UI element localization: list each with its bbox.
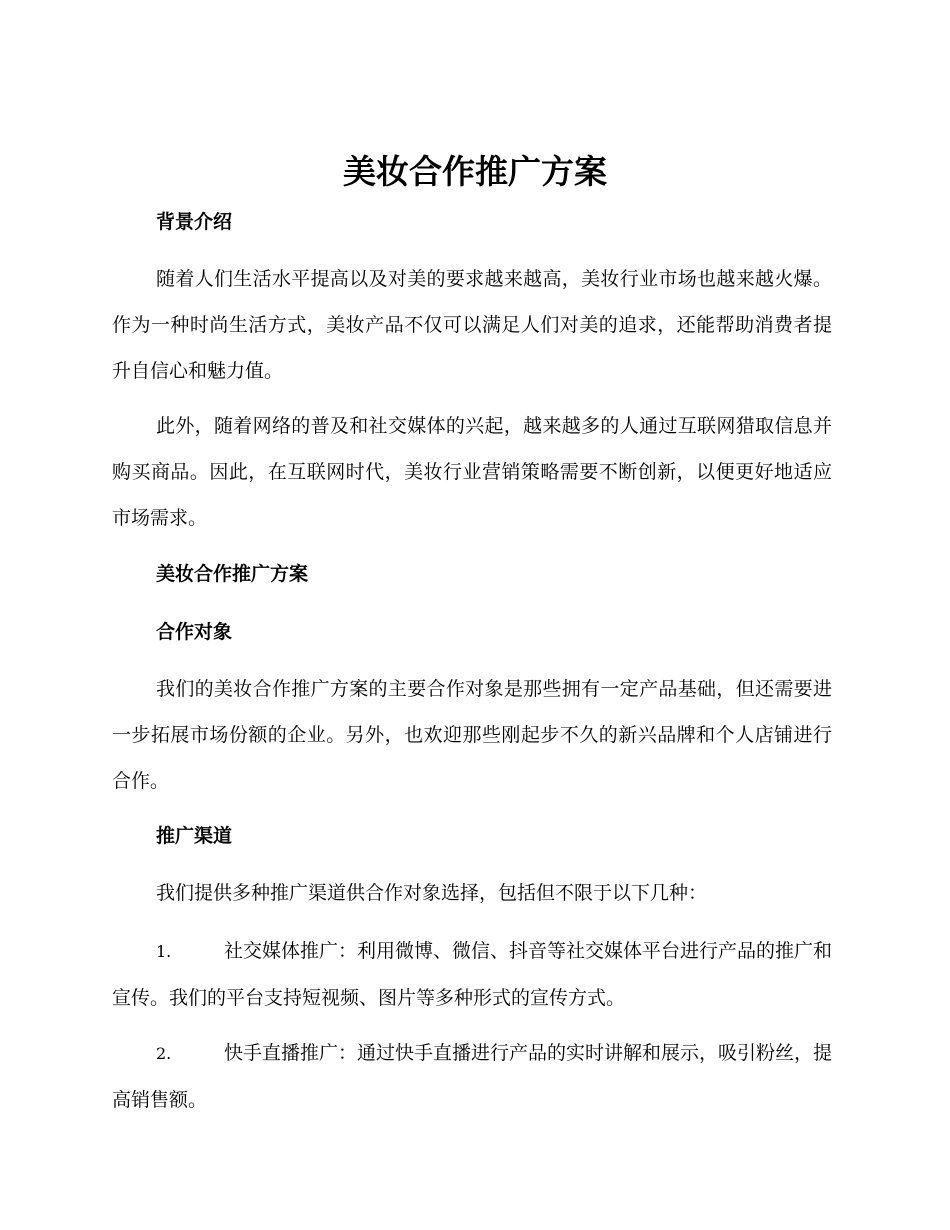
list-item-number: 1. xyxy=(156,942,172,961)
paragraph-partners: 我们的美妆合作推广方案的主要合作对象是那些拥有一定产品基础，但还需要进一步拓展市场份额的企业。另外，也欢迎那些刚起步不久的新兴品牌和个人店铺进行合作。 xyxy=(112,678,832,792)
document-title: 美妆合作推广方案 xyxy=(343,152,607,191)
list-item-text: 社交媒体推广：利用微博、微信、抖音等社交媒体平台进行产品的推广和宣传。我们的平台支持短视频、图片等多种形式的宣传方式。 xyxy=(112,940,833,1009)
section-heading-channels: 推广渠道 xyxy=(156,825,233,847)
paragraph-background-2: 此外，随着网络的普及和社交媒体的兴起，越来越多的人通过互联网猎取信息并购买商品。因此，在互联网时代，美妆行业营销策略需要不断创新，以便更好地适应市场需求。 xyxy=(112,415,832,529)
list-item-number: 2. xyxy=(156,1044,172,1063)
section-heading-plan: 美妆合作推广方案 xyxy=(156,563,309,585)
paragraph-background-1: 随着人们生活水平提高以及对美的要求越来越高，美妆行业市场也越来越火爆。作为一种时尚生活方式，美妆产品不仅可以满足人们对美的追求，还能帮助消费者提升自信心和魅力值。 xyxy=(112,268,832,382)
paragraph-channels-intro: 我们提供多种推广渠道供合作对象选择，包括但不限于以下几种： xyxy=(156,882,708,904)
list-item-text: 快手直播推广：通过快手直播进行产品的实时讲解和展示，吸引粉丝，提高销售额。 xyxy=(112,1042,833,1111)
section-heading-partners: 合作对象 xyxy=(156,621,233,643)
list-item xyxy=(112,1030,832,1123)
list-item xyxy=(112,928,832,1021)
section-heading-background: 背景介绍 xyxy=(156,211,233,233)
